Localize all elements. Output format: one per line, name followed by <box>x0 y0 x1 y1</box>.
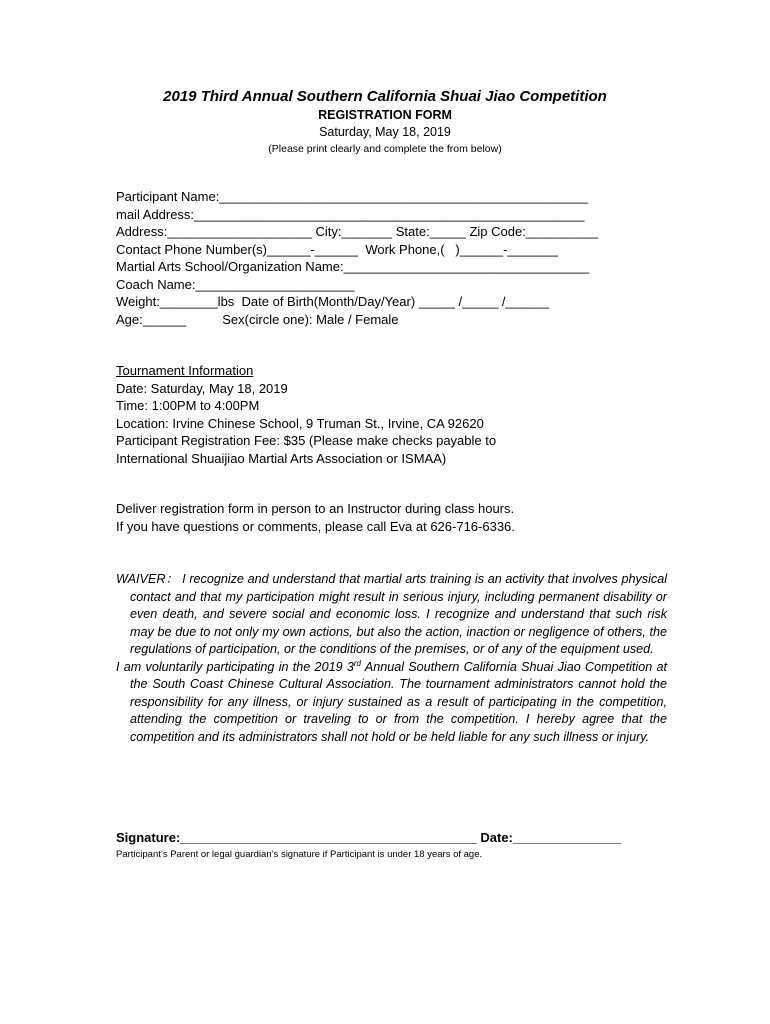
print-instructions: (Please print clearly and complete the from below) <box>268 143 502 155</box>
phone-numbers-field[interactable]: Contact Phone Number(s)______-______ Work Phone,( )______-_______ <box>116 241 559 257</box>
waiver-paragraph-1: WAIVER： I recognize and understand that martial arts training is an activity that involves physical contact and that my participation might result in serious injury, including permanent disability or even death, and severe social and economic loss. I recognize and understand that such risk may be due to not only my own actions, but also the action, inaction or negligence of others, the regulations of participation, or the conditions of the premises, or of any of the equipment used. <box>116 572 667 656</box>
delivery-instructions <box>116 500 656 535</box>
age-sex-field[interactable]: Age:______ Sex(circle one): Male / Female <box>116 311 399 327</box>
guardian-signature-note: Participant’s Parent or legal guardian’s signature if Participant is under 18 years of age. <box>116 849 483 860</box>
waiver-text <box>116 571 667 746</box>
event-date: Saturday, May 18, 2019 <box>319 125 451 139</box>
tournament-time: Time: 1:00PM to 4:00PM <box>116 398 260 413</box>
contact-line: If you have questions or comments, please call Eva at 626-716-6336. <box>116 518 515 534</box>
waiver-p2-start: I am voluntarily participating in the 2019 3 <box>116 659 354 674</box>
tournament-fee: Participant Registration Fee: $35 (Please make checks payable to <box>116 433 497 448</box>
weight-dob-field[interactable]: Weight:________lbs Date of Birth(Month/Day/Year) _____ /_____ /______ <box>116 294 549 309</box>
waiver-paragraph-2 <box>116 658 667 747</box>
tournament-date: Date: Saturday, May 18, 2019 <box>116 380 288 396</box>
participant-fields <box>116 188 656 328</box>
delivery-line: Deliver registration form in person to an Instructor during class hours. <box>116 501 515 516</box>
tournament-location: Location: Irvine Chinese School, 9 Truman St., Irvine, CA 92620 <box>116 415 484 431</box>
address-city-state-zip-field[interactable]: Address:____________________ City:_______ State:_____ Zip Code:__________ <box>116 224 599 239</box>
signature-date-field[interactable]: Signature:_________________________________________ Date:_______________ <box>116 830 622 845</box>
tournament-fee-payee: International Shuaijiao Martial Arts Association or ISMAA) <box>116 450 447 466</box>
school-organization-field[interactable]: Martial Arts School/Organization Name:__________________________________ <box>116 259 590 274</box>
form-subtitle: REGISTRATION FORM <box>318 108 452 122</box>
tournament-information <box>116 362 656 467</box>
ordinal-superscript: rd <box>353 658 361 668</box>
waiver-p2-end: Annual Southern California Shuai Jiao Competition at the South Coast Chinese Cultural Association. The tournament administrators cannot hold the responsibility for any illness, or injury sustained as a result of participating in the competition, attending the competition or traveling to or from the competition. I hereby agree that the competition and its administrators shall not hold or be held liable for any such illness or injury. <box>130 659 667 744</box>
form-title: 2019 Third Annual Southern California Shuai Jiao Competition <box>163 88 607 105</box>
mail-address-field[interactable]: mail Address:______________________________________________________ <box>116 206 585 222</box>
tournament-heading: Tournament Information <box>116 363 254 378</box>
participant-name-field[interactable]: Participant Name:___________________________________________________ <box>116 189 589 204</box>
coach-name-field[interactable]: Coach Name:______________________ <box>116 276 355 292</box>
